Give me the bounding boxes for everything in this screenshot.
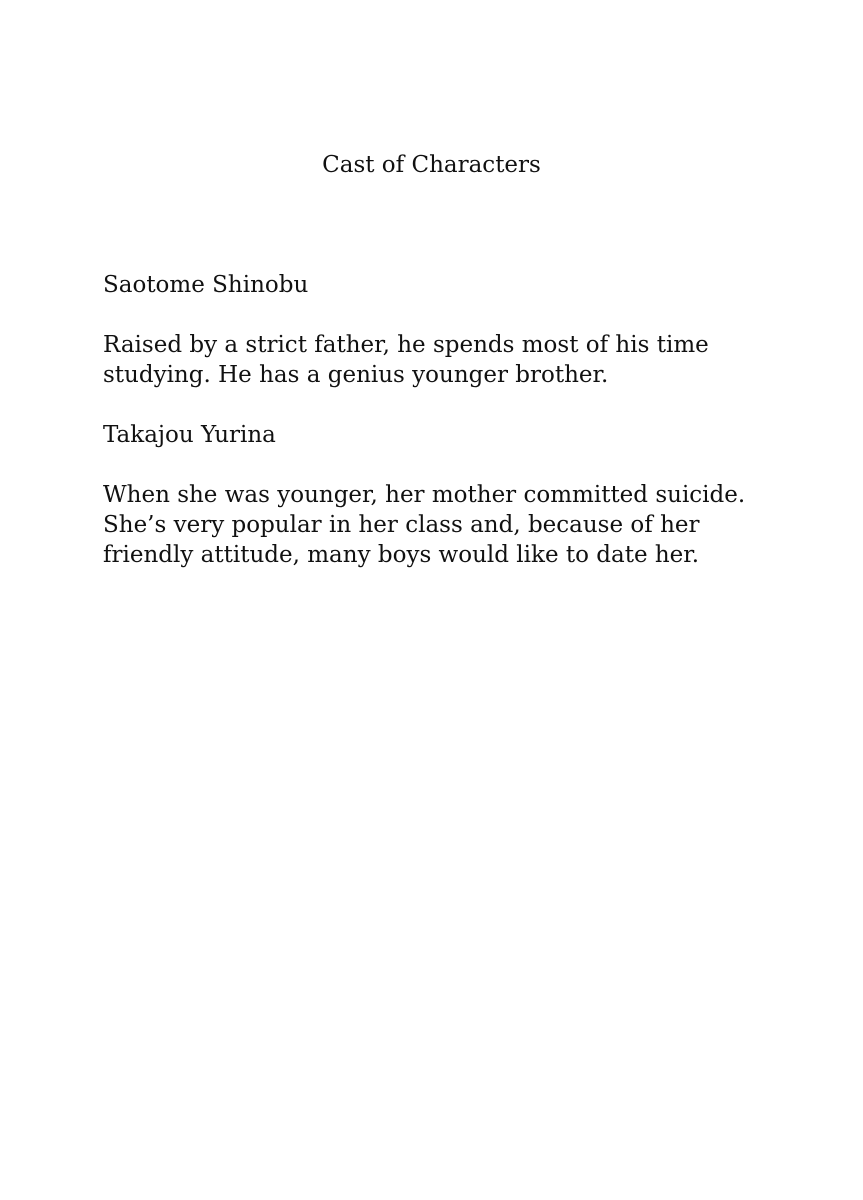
character-description bbox=[103, 480, 803, 570]
character-list bbox=[103, 270, 803, 600]
description-line: When she was younger, her mother committed suicide. bbox=[103, 482, 746, 508]
page-title: Cast of Characters bbox=[322, 152, 541, 178]
description-line: She’s very popular in her class and, because of her bbox=[103, 512, 700, 538]
character-entry-saotome bbox=[103, 270, 803, 390]
character-description bbox=[103, 330, 803, 390]
description-line: Raised by a strict father, he spends most of his time bbox=[103, 332, 709, 358]
description-line: friendly attitude, many boys would like to date her. bbox=[103, 542, 700, 568]
description-line: studying. He has a genius younger brother. bbox=[103, 362, 609, 388]
character-name: Takajou Yurina bbox=[103, 422, 276, 448]
character-name: Saotome Shinobu bbox=[103, 272, 309, 298]
character-entry-takajou bbox=[103, 420, 803, 570]
